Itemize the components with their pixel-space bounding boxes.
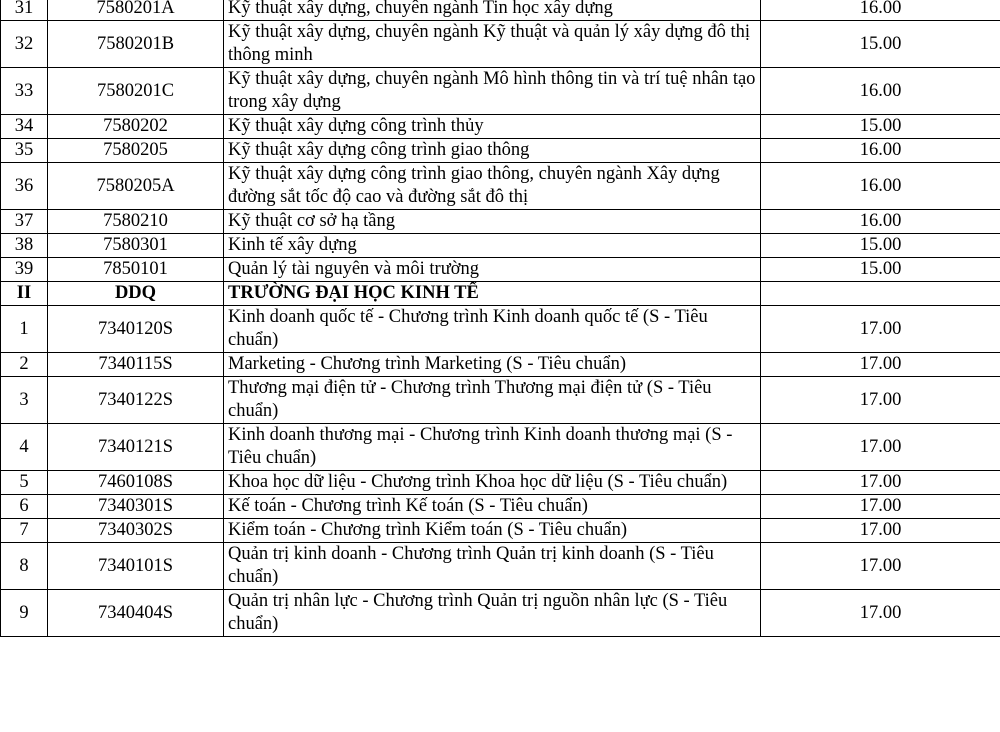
score-cell: 17.00 [761, 353, 1000, 377]
table-row [1, 234, 1000, 258]
stt-cell: 34 [1, 115, 48, 139]
table-row [1, 377, 1000, 424]
program-name-cell: TRƯỜNG ĐẠI HỌC KINH TẾ [224, 282, 761, 306]
stt-cell: 2 [1, 353, 48, 377]
table-row [1, 590, 1000, 637]
program-code-cell: 7580205 [48, 139, 224, 163]
stt-cell: 1 [1, 306, 48, 353]
table-row [1, 163, 1000, 210]
program-code-cell: 7850101 [48, 258, 224, 282]
stt-cell: 7 [1, 519, 48, 543]
program-code-cell: 7340302S [48, 519, 224, 543]
table-row [1, 543, 1000, 590]
program-name-cell: Kinh doanh thương mại - Chương trình Kinh doanh thương mại (S - Tiêu chuẩn) [224, 424, 761, 471]
table-row [1, 495, 1000, 519]
program-code-cell: 7340122S [48, 377, 224, 424]
program-code-cell: 7580210 [48, 210, 224, 234]
table-row [1, 0, 1000, 21]
program-code-cell: 7340101S [48, 543, 224, 590]
program-code-cell: 7580201C [48, 68, 224, 115]
score-cell: 15.00 [761, 258, 1000, 282]
score-cell: 16.00 [761, 68, 1000, 115]
program-code-cell: 7580201A [48, 0, 224, 21]
table-row [1, 353, 1000, 377]
program-code-cell: 7580301 [48, 234, 224, 258]
stt-cell: 36 [1, 163, 48, 210]
table-row [1, 258, 1000, 282]
score-cell: 16.00 [761, 0, 1000, 21]
program-name-cell: Kỹ thuật xây dựng, chuyên ngành Mô hình thông tin và trí tuệ nhân tạo trong xây dựng [224, 68, 761, 115]
program-name-cell: Kinh tế xây dựng [224, 234, 761, 258]
program-name-cell: Kiểm toán - Chương trình Kiểm toán (S - Tiêu chuẩn) [224, 519, 761, 543]
table-row [1, 306, 1000, 353]
program-name-cell: Kỹ thuật xây dựng, chuyên ngành Tin học xây dựng [224, 0, 761, 21]
stt-cell: 35 [1, 139, 48, 163]
score-cell: 15.00 [761, 115, 1000, 139]
score-cell: 16.00 [761, 210, 1000, 234]
score-cell: 17.00 [761, 306, 1000, 353]
section-row [1, 282, 1000, 306]
stt-cell: 9 [1, 590, 48, 637]
stt-cell: II [1, 282, 48, 306]
program-code-cell: 7580201B [48, 21, 224, 68]
program-code-cell: 7460108S [48, 471, 224, 495]
stt-cell: 6 [1, 495, 48, 519]
program-name-cell: Kỹ thuật xây dựng, chuyên ngành Kỹ thuật và quản lý xây dựng đô thị thông minh [224, 21, 761, 68]
program-name-cell: Thương mại điện tử - Chương trình Thương mại điện tử (S - Tiêu chuẩn) [224, 377, 761, 424]
stt-cell: 38 [1, 234, 48, 258]
table-row [1, 21, 1000, 68]
program-name-cell: Kinh doanh quốc tế - Chương trình Kinh doanh quốc tế (S - Tiêu chuẩn) [224, 306, 761, 353]
program-code-cell: 7340115S [48, 353, 224, 377]
stt-cell: 5 [1, 471, 48, 495]
table-row [1, 519, 1000, 543]
score-cell: 17.00 [761, 519, 1000, 543]
stt-cell: 3 [1, 377, 48, 424]
program-name-cell: Khoa học dữ liệu - Chương trình Khoa học dữ liệu (S - Tiêu chuẩn) [224, 471, 761, 495]
table-row [1, 115, 1000, 139]
score-cell: 17.00 [761, 424, 1000, 471]
stt-cell: 37 [1, 210, 48, 234]
program-code-cell: 7580202 [48, 115, 224, 139]
program-code-cell: 7580205A [48, 163, 224, 210]
program-code-cell: 7340121S [48, 424, 224, 471]
program-name-cell: Kỹ thuật xây dựng công trình giao thông, chuyên ngành Xây dựng đường sắt tốc độ cao và đường sắt đô thị [224, 163, 761, 210]
program-name-cell: Kỹ thuật cơ sở hạ tầng [224, 210, 761, 234]
program-name-cell: Quản trị kinh doanh - Chương trình Quản trị kinh doanh (S - Tiêu chuẩn) [224, 543, 761, 590]
table-row [1, 68, 1000, 115]
score-cell: 16.00 [761, 163, 1000, 210]
score-cell: 16.00 [761, 139, 1000, 163]
program-code-cell: 7340120S [48, 306, 224, 353]
program-code-cell: 7340301S [48, 495, 224, 519]
table-row [1, 471, 1000, 495]
score-cell: 17.00 [761, 495, 1000, 519]
score-cell: 15.00 [761, 234, 1000, 258]
program-code-cell: DDQ [48, 282, 224, 306]
program-name-cell: Marketing - Chương trình Marketing (S - Tiêu chuẩn) [224, 353, 761, 377]
stt-cell: 39 [1, 258, 48, 282]
program-name-cell: Kế toán - Chương trình Kế toán (S - Tiêu chuẩn) [224, 495, 761, 519]
stt-cell: 8 [1, 543, 48, 590]
stt-cell: 31 [1, 0, 48, 21]
score-cell: 17.00 [761, 377, 1000, 424]
program-name-cell: Kỹ thuật xây dựng công trình thủy [224, 115, 761, 139]
program-name-cell: Quản trị nhân lực - Chương trình Quản trị nguồn nhân lực (S - Tiêu chuẩn) [224, 590, 761, 637]
score-cell [761, 282, 1000, 306]
score-cell: 15.00 [761, 21, 1000, 68]
table-body [1, 0, 1000, 637]
score-cell: 17.00 [761, 471, 1000, 495]
score-cell: 17.00 [761, 543, 1000, 590]
table-row [1, 210, 1000, 234]
score-cell: 17.00 [761, 590, 1000, 637]
program-name-cell: Quản lý tài nguyên và môi trường [224, 258, 761, 282]
stt-cell: 33 [1, 68, 48, 115]
table-row [1, 139, 1000, 163]
program-name-cell: Kỹ thuật xây dựng công trình giao thông [224, 139, 761, 163]
program-code-cell: 7340404S [48, 590, 224, 637]
table-row [1, 424, 1000, 471]
stt-cell: 4 [1, 424, 48, 471]
stt-cell: 32 [1, 21, 48, 68]
